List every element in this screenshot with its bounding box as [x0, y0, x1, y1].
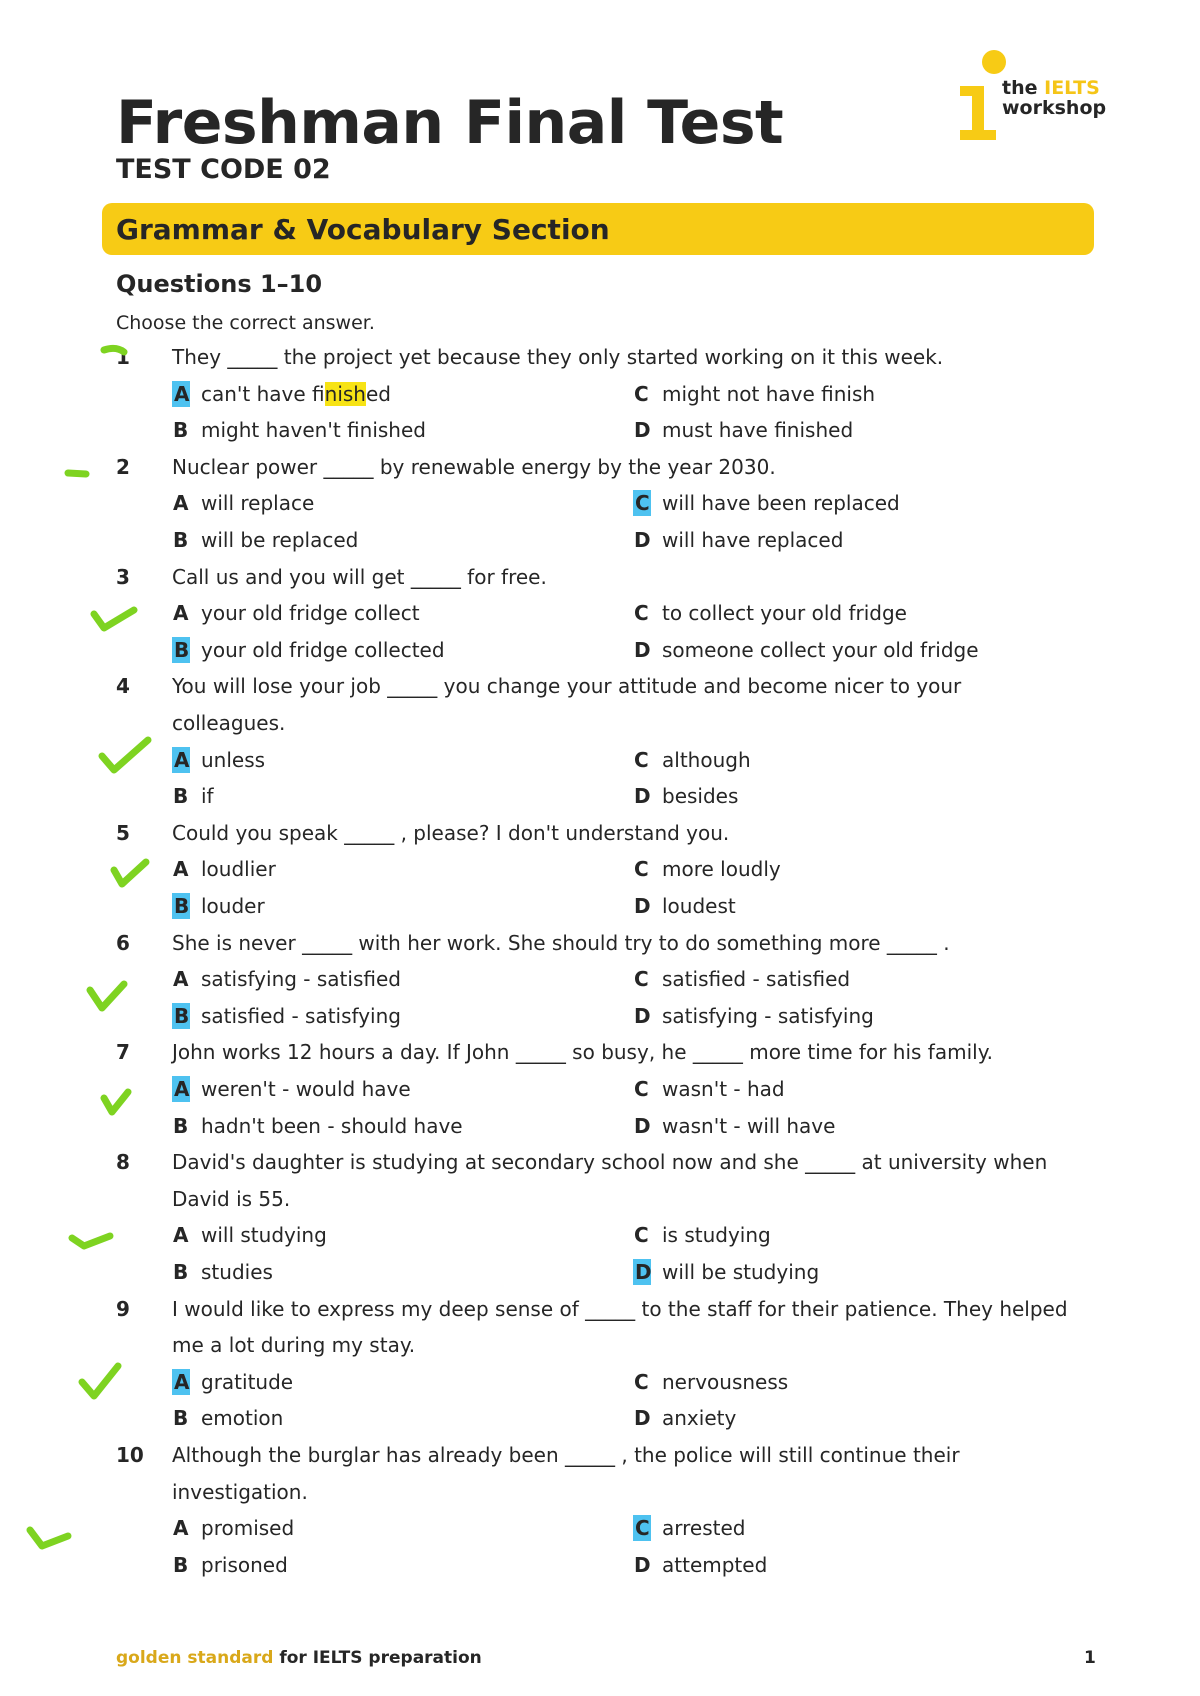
option-letter: B [174, 894, 190, 918]
question-stem: They _____ the project yet because they only started working on it this week. [172, 345, 944, 369]
option-letter: A [174, 1077, 190, 1101]
option-letter: B [173, 418, 189, 443]
option-letter: D [634, 637, 651, 662]
option-text: your old fridge collected [201, 637, 445, 662]
dash-mark-q1 [104, 348, 124, 352]
option-letter: B [173, 1406, 189, 1431]
option-text: might not have finish [662, 381, 876, 406]
option-letter: C [634, 381, 649, 406]
option-text: will replace [201, 491, 315, 516]
question-stem: David's daughter is studying at secondary school now and she _____ at university when [172, 1150, 1048, 1175]
option-text: will be replaced [201, 528, 359, 552]
option-letter: A [173, 491, 189, 516]
option-text: wasn't - will have [662, 1113, 836, 1138]
option-letter: C [634, 1223, 649, 1248]
option-letter: C [634, 857, 649, 882]
question-number: 2 [116, 454, 130, 479]
option-text: will have been replaced [662, 491, 900, 516]
question-stem: colleagues. [172, 711, 286, 735]
question-stem: I would like to express my deep sense of _____ to the staff for their patience. They helped [172, 1296, 1068, 1321]
questions-heading: Questions 1–10 [116, 270, 323, 298]
option-text: will be studying [662, 1260, 820, 1284]
question-number: 4 [116, 674, 130, 699]
option-letter: C [635, 1516, 650, 1541]
question-stem: investigation. [172, 1479, 308, 1504]
option-letter: A [173, 967, 189, 992]
option-text: loudest [662, 894, 736, 918]
question-stem: Nuclear power _____ by renewable energy by the year 2030. [172, 454, 776, 479]
question-number: 8 [116, 1150, 130, 1175]
question-number: 5 [116, 820, 130, 845]
option-text: satisfied - satisfied [662, 967, 851, 992]
page-number: 1 [1084, 1648, 1096, 1668]
question-number: 10 [116, 1443, 144, 1467]
option-text: emotion [201, 1406, 284, 1431]
option-letter: A [174, 1369, 190, 1394]
option-text: more loudly [662, 857, 781, 882]
option-text: louder [201, 894, 265, 918]
option-letter: A [173, 1223, 189, 1248]
section-banner: Grammar & Vocabulary Section [102, 203, 1094, 255]
question-stem: me a lot during my stay. [172, 1333, 416, 1358]
option-text: satisfied - satisfying [201, 1003, 401, 1028]
test-code: TEST CODE 02 [116, 154, 331, 185]
option-text: hadn't been - should have [201, 1113, 463, 1138]
option-text: weren't - would have [201, 1077, 411, 1101]
question-stem: Could you speak _____ , please? I don't understand you. [172, 820, 730, 845]
option-letter: B [173, 1113, 189, 1138]
option-letter: D [634, 1552, 651, 1577]
option-text: can't have finished [201, 381, 391, 406]
option-letter: A [173, 601, 189, 626]
option-letter: A [174, 747, 190, 772]
question-number: 6 [116, 930, 130, 955]
option-text: attempted [662, 1552, 768, 1577]
check-mark-q8 [72, 1236, 110, 1246]
option-text: if [201, 784, 214, 809]
option-letter: C [634, 967, 649, 992]
option-letter: D [634, 418, 651, 443]
option-text: to collect your old fridge [662, 601, 907, 626]
check-mark-q5 [114, 862, 146, 884]
option-text: unless [201, 747, 266, 772]
option-letter: D [634, 528, 651, 552]
option-letter: D [634, 1113, 651, 1138]
question-stem: David is 55. [172, 1186, 291, 1211]
option-text: prisoned [201, 1552, 288, 1577]
option-text: someone collect your old fridge [662, 637, 979, 662]
option-text: might haven't finished [201, 418, 426, 443]
option-text: gratitude [201, 1369, 294, 1394]
option-text: is studying [662, 1223, 771, 1248]
option-letter: B [174, 637, 190, 662]
option-letter: C [634, 1077, 649, 1101]
check-mark-q10 [30, 1530, 68, 1546]
question-number: 9 [116, 1296, 130, 1321]
check-mark-q7 [104, 1092, 128, 1112]
logo-text: the IELTS workshop [1002, 77, 1107, 119]
option-text: arrested [662, 1516, 746, 1541]
page-title: Freshman Final Test [116, 88, 784, 158]
option-letter: C [634, 747, 649, 772]
instruction: Choose the correct answer. [116, 312, 375, 334]
option-text: loudlier [201, 857, 276, 882]
option-text: will have replaced [662, 528, 844, 552]
option-letter: D [635, 1260, 652, 1284]
option-letter: B [173, 784, 189, 809]
option-text: your old fridge collect [201, 601, 420, 626]
option-letter: B [173, 1552, 189, 1577]
question-stem: Call us and you will get _____ for free. [172, 564, 547, 589]
question-number: 3 [116, 564, 130, 589]
question-stem: John works 12 hours a day. If John _____ so busy, he _____ more time for his family. [172, 1040, 994, 1065]
question-stem: She is never _____ with her work. She should try to do something more _____ . [172, 930, 950, 955]
option-text: although [662, 747, 751, 772]
option-text: besides [662, 784, 739, 809]
option-text: anxiety [662, 1406, 737, 1431]
option-text: promised [201, 1516, 295, 1541]
question-number: 1 [116, 345, 130, 369]
option-letter: A [173, 1516, 189, 1541]
option-letter: D [634, 1406, 651, 1431]
option-text: studies [201, 1260, 273, 1284]
check-mark-q4 [102, 740, 148, 770]
check-mark-q3 [94, 610, 134, 628]
option-letter: A [173, 857, 189, 882]
option-letter: D [634, 894, 651, 918]
question-stem: Although the burglar has already been _____ , the police will still continue their [172, 1443, 960, 1467]
option-text: will studying [201, 1223, 327, 1248]
option-letter: D [634, 784, 651, 809]
footer-tagline: golden standard for IELTS preparation [116, 1648, 482, 1668]
option-text: nervousness [662, 1369, 789, 1394]
option-letter: B [173, 528, 189, 552]
option-letter: D [634, 1003, 651, 1028]
option-text: wasn't - had [662, 1077, 785, 1101]
question-number: 7 [116, 1040, 130, 1065]
option-text: must have finished [662, 418, 854, 443]
option-letter: C [635, 491, 650, 516]
dash-mark-q2 [68, 473, 86, 474]
option-letter: A [174, 381, 190, 406]
option-letter: B [174, 1003, 190, 1028]
option-text: satisfying - satisfying [662, 1003, 874, 1028]
option-text: satisfying - satisfied [201, 967, 401, 992]
option-letter: C [634, 1369, 649, 1394]
check-mark-q6 [90, 984, 124, 1008]
check-mark-q9 [82, 1366, 118, 1396]
option-letter: C [634, 601, 649, 626]
option-letter: B [173, 1260, 189, 1284]
question-stem: You will lose your job _____ you change your attitude and become nicer to your [172, 674, 962, 699]
